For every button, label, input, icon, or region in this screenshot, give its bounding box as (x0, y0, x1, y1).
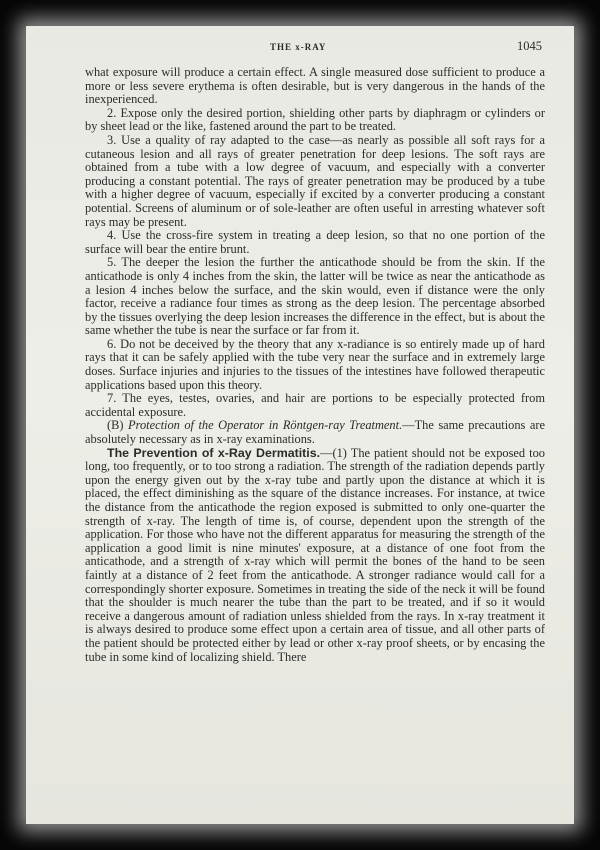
paragraph-item-3: 3. Use a quality of ray adapted to the case—as nearly as possible all soft rays for a cutaneous lesion and all rays of greater penetration for deep lesions. The soft rays are obtained from a tube with a low degree of vacuum, and especially with a converter producing a constant potential. The rays of greater penetration may be produced by a tube with a higher degree of vacuum, especially if excited by a converter producing a constant potential. Screens of aluminum or of sole-leather are often useful in arresting whatever soft rays may be present. (85, 132, 545, 229)
running-title: THE x-RAY (270, 42, 327, 52)
section-b-label: (B) (107, 418, 124, 433)
paragraph-item-7: 7. The eyes, testes, ovaries, and hair are portions to be especially protected from accidental exposure. (85, 391, 545, 419)
paragraph-item-6: 6. Do not be deceived by the theory that any x-radiance is so entirely made up of hard rays that it can be safely applied with the tube very near the surface and in extremely large doses. Surface injuries and injuries to the tissues of the intestines have followed therapeutic applications based upon this theory. (85, 336, 545, 392)
section-b-text: —The same precautions are absolutely necessary as in x-ray examinations. (85, 418, 545, 447)
paragraph-item-5: 5. The deeper the lesion the further the anticathode should be from the skin. If the anticathode is only 4 inches from the skin, the latter will be twice as near the anticathode as a lesion 4 inches below the surface, and the skin would, even if distance were the only factor, receive a radiance four times as strong as the deep lesion. The percentage absorbed by the tissues overlying the deep lesion increases the difference in the effect, but is about the same whether the tube is near the surface or far from it. (85, 255, 545, 338)
prevention-text: —(1) The patient should not be exposed too long, too frequently, or to too strong a radiation. The strength of the radiation depends partly upon the energy given out by the x-ray tube and partly upon the distance at which it is placed, the effect diminishing as the square of the distance increases. For instance, at twice the distance from the anticathode the region exposed is submitted to only one-quarter the strength of x-ray. The length of time is, of course, dependent upon the strength of the application. For those who have not the different apparatus for measuring the strength of the application a good limit is nine minutes' exposure, at a distance of one foot from the anticathode, and a strength of x-ray which will permit the bones of the hand to be seen faintly at a distance of 2 feet from the anticathode. A stronger radiance would call for a correspondingly shorter exposure. Sometimes in treating the side of the neck it will be found that the shoulder is much nearer the tube than the part to be treated, and if so it would receive a dangerous amount of radiation unless shielded from the rays. In x-ray treatment it is always desired to produce some effect upon a certain area of tissue, and all other parts of the patient should be protected either by lead or other x-ray proof sheets, or by encasing the tube in some kind of localizing shield. There (85, 445, 545, 664)
body-text (85, 66, 545, 664)
running-head (26, 39, 574, 55)
paragraph-item-4: 4. Use the cross-fire system in treating a deep lesion, so that no one portion of the surface will bear the entire brunt. (85, 228, 545, 256)
paragraph-item-2: 2. Expose only the desired portion, shielding other parts by diaphragm or cylinders or by sheet lead or the like, fastened around the part to be treated. (85, 105, 545, 134)
prevention-heading: The Prevention of x-Ray Dermatitis. (107, 445, 321, 460)
page-number: 1045 (517, 39, 542, 53)
book-page (26, 26, 574, 824)
paragraph-section-b (85, 419, 545, 446)
paragraph-continuation: what exposure will produce a certain effect. A single measured dose sufficient to produce a more or less severe erythema is often desirable, but is very dangerous in the hands of the inexperienced. (85, 65, 545, 107)
section-b-title: Protection of the Operator in Röntgen-ray Treatment. (128, 418, 403, 433)
paragraph-prevention (85, 447, 545, 665)
